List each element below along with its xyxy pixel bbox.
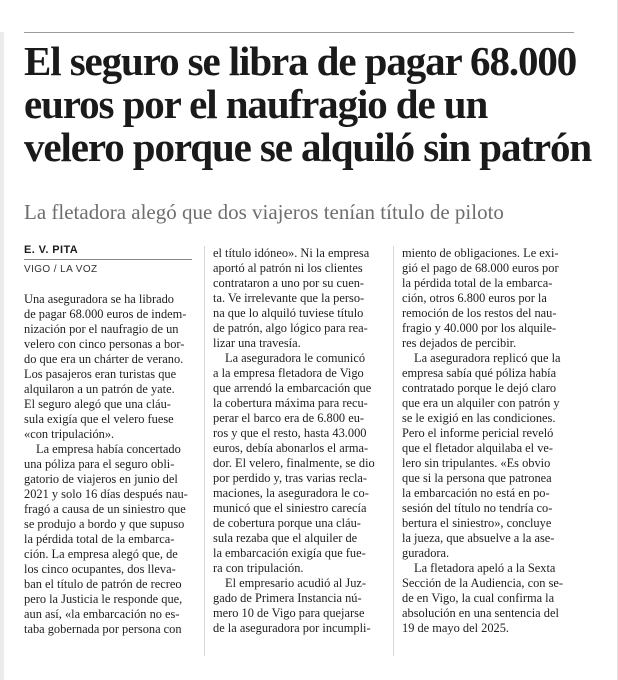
text-line: nización por el naufragio de un: [24, 322, 179, 336]
text-line: lizar una travesía.: [213, 336, 301, 350]
text-line: absolución en una sentencia del: [402, 606, 559, 620]
text-line: ban el título de patrón de recreo: [24, 577, 182, 591]
headline-line: El seguro se libra de pagar 68.000: [24, 38, 577, 84]
text-line: miento de obligaciones. Le exi-: [402, 246, 559, 260]
text-line: Pero el informe pericial reveló: [402, 426, 554, 440]
text-line: guradora.: [402, 546, 450, 560]
text-line: Una aseguradora se ha librado: [24, 292, 175, 306]
column-divider: [393, 246, 394, 656]
text-line: El empresario acudió al Juz-: [225, 576, 367, 590]
article-column-3: [402, 246, 574, 636]
text-line: la cobertura máxima para recu-: [213, 396, 368, 410]
article-column-2: [213, 246, 385, 636]
text-line: sula rezaba que el alquiler de: [213, 531, 358, 545]
text-line: aportó al patrón ni los clientes: [213, 261, 363, 275]
text-line: por perdido y, tras varias recla-: [213, 471, 368, 485]
dateline-place: VIGO / LA VOZ: [24, 264, 98, 275]
text-line: La aseguradora replicó que la: [414, 351, 561, 365]
text-line: la pérdida total de la embarca-: [24, 532, 175, 546]
text-line: alquilaron a un patrón de yate.: [24, 382, 175, 396]
headline-line: velero porque se alquiló sin patrón: [24, 124, 592, 170]
text-line: sesión del título no tendría co-: [402, 501, 553, 515]
text-line: euros, debía abonarlos el arma-: [213, 441, 369, 455]
text-line: la jueza, que absuelve a la ase-: [402, 531, 555, 545]
text-line: dor. El velero, finalmente, se dio: [213, 456, 375, 470]
column-divider: [204, 246, 205, 656]
text-line: gió el pago de 68.000 euros por: [402, 261, 559, 275]
text-line: fragó a causa de un siniestro que: [24, 502, 186, 516]
text-line: mero 10 de Vigo para quejarse: [213, 606, 365, 620]
text-line: pero la Justicia le responde que,: [24, 592, 183, 606]
headline-line: euros por el naufragio de un: [24, 81, 488, 127]
text-line: taba gobernada por persona con: [24, 622, 182, 636]
text-line: gado de Primera Instancia nú-: [213, 591, 362, 605]
subheadline: La fletadora alegó que dos viajeros tenían título de piloto: [24, 200, 504, 224]
text-line: que era un alquiler con patrón y: [402, 396, 560, 410]
text-line: ra con tripulación.: [213, 561, 304, 575]
left-page-edge: [0, 32, 4, 680]
text-line: El seguro alegó que una cláu-: [24, 397, 171, 411]
top-rule: [24, 32, 574, 33]
text-line: perar el barco era de 6.800 eu-: [213, 411, 365, 425]
text-line: La aseguradora le comunicó: [225, 351, 366, 365]
author-name: E. V. PITA: [24, 244, 192, 260]
text-line: La empresa había concertado: [36, 442, 181, 456]
text-line: que si la persona que patronea: [402, 471, 552, 485]
text-line: lero sin tripulantes. «Es obvio: [402, 456, 551, 470]
article-column-1: [24, 292, 196, 637]
text-line: ción, otros 6.800 euros por la: [402, 291, 547, 305]
text-line: de cobertura porque una cláu-: [213, 516, 361, 530]
text-line: de en Vigo, la cual confirma la: [402, 591, 555, 605]
text-line: maciones, la aseguradora le co-: [213, 486, 369, 500]
text-line: gatorio de viajeros en junio del: [24, 472, 178, 486]
text-line: La fletadora apeló a la Sexta: [414, 561, 556, 575]
headline: [24, 38, 592, 170]
text-line: de la aseguradora por incumpli-: [213, 621, 371, 635]
text-line: remoción de los restos del nau-: [402, 306, 557, 320]
text-line: ta. Ve irrelevante que la perso-: [213, 291, 365, 305]
byline: [24, 244, 192, 275]
text-line: se le exigió en las condiciones.: [402, 411, 556, 425]
text-line: contratado porque le dejó claro: [402, 381, 557, 395]
text-line: que arrendó la embarcación que: [213, 381, 372, 395]
text-line: aun así, «la embarcación no es-: [24, 607, 180, 621]
text-line: ros y que el resto, hasta 43.000: [213, 426, 367, 440]
text-line: res dejados de percibir.: [402, 336, 517, 350]
text-line: el título idóneo». Ni la empresa: [213, 246, 370, 260]
text-line: a la empresa fletadora de Vigo: [213, 366, 364, 380]
text-line: bertura el siniestro», concluye: [402, 516, 552, 530]
text-line: la embarcación no está en po-: [402, 486, 550, 500]
text-line: Los pasajeros eran turistas que: [24, 367, 177, 381]
text-line: se produjo a bordo y que supuso: [24, 517, 185, 531]
text-line: contrataron a uno por su cuen-: [213, 276, 365, 290]
text-line: na que lo alquiló tuviese título: [213, 306, 364, 320]
text-line: fragio y 40.000 por los alquile-: [402, 321, 557, 335]
text-line: sula exigía que el velero fuese: [24, 412, 174, 426]
text-line: do que era un chárter de verano.: [24, 352, 184, 366]
text-line: la embarcación exigía que fue-: [213, 546, 366, 560]
text-line: 2021 y solo 16 días después nau-: [24, 487, 188, 501]
text-line: de patrón, algo lógico para rea-: [213, 321, 368, 335]
text-line: la pérdida total de la embarca-: [402, 276, 553, 290]
text-line: «con tripulación».: [24, 427, 115, 441]
text-line: de pagar 68.000 euros de indem-: [24, 307, 187, 321]
text-line: que el fletador alquilaba el ve-: [402, 441, 554, 455]
text-line: los cinco ocupantes, dos lleva-: [24, 562, 176, 576]
text-line: una póliza para el seguro obli-: [24, 457, 175, 471]
text-line: municó que el siniestro carecía: [213, 501, 367, 515]
text-line: velero con cinco personas a bor-: [24, 337, 185, 351]
text-line: empresa sabía qué póliza había: [402, 366, 557, 380]
text-line: ción. La empresa alegó que, de: [24, 547, 178, 561]
text-line: 19 de mayo del 2025.: [402, 621, 510, 635]
text-line: Sección de la Audiencia, con se-: [402, 576, 564, 590]
